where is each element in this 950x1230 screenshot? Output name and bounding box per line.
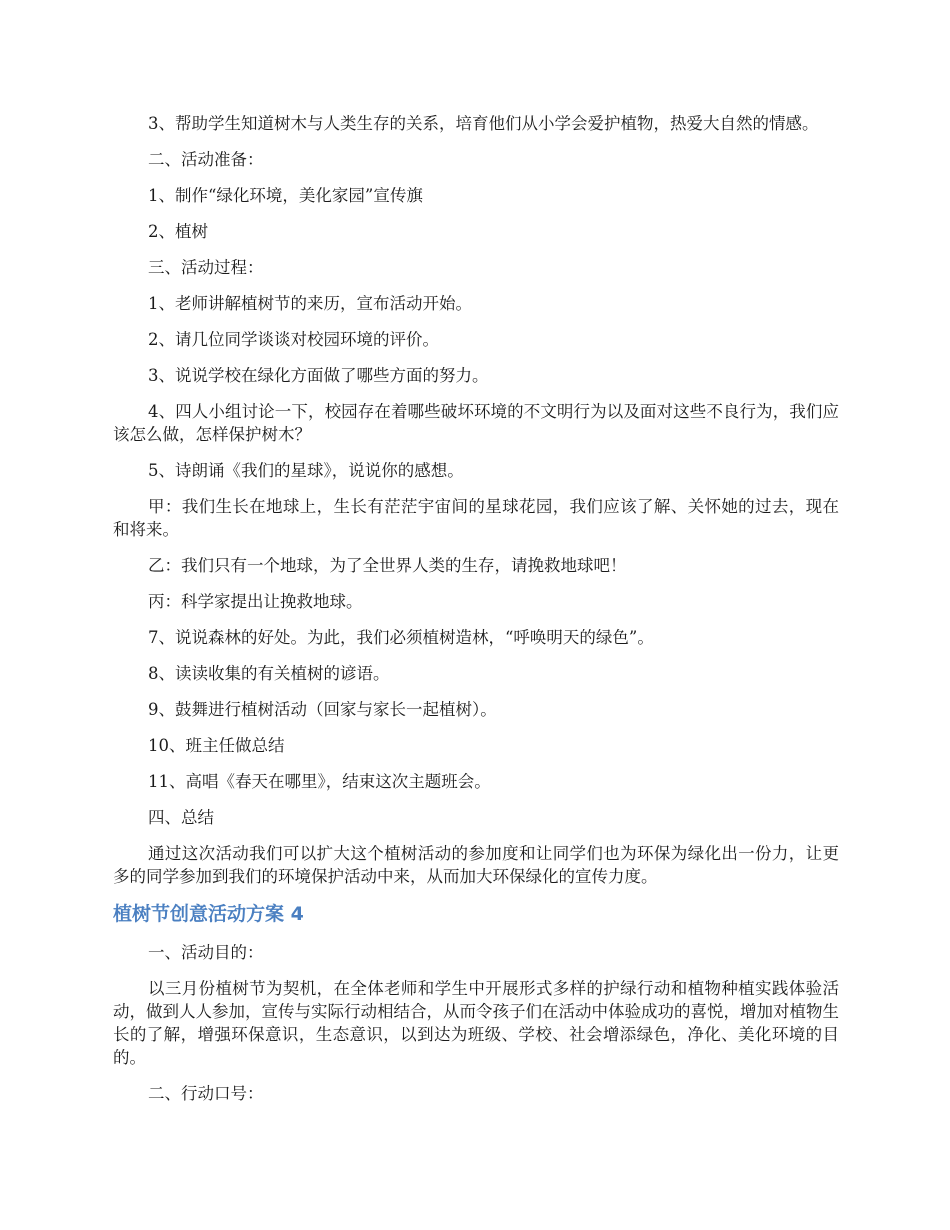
- list-item: 10、班主任做总结: [148, 736, 285, 755]
- paragraph: 通过这次活动我们可以扩大这个植树活动的参加度和让同学们也为环保为绿化出一份力，让更多的同学参加到我们的环境保护活动中来，从而加大环保绿化的宣传力度。: [113, 844, 839, 886]
- poem-line: 乙：我们只有一个地球，为了全世界人类的生存，请挽救地球吧！: [148, 556, 627, 575]
- list-item: 1、老师讲解植树节的来历，宣布活动开始。: [148, 294, 472, 313]
- poem-line: 甲：我们生长在地球上，生长有茫茫宇宙间的星球花园，我们应该了解、关怀她的过去，现在和将来。: [113, 497, 839, 539]
- section-label: 四、总结: [148, 808, 214, 827]
- list-item: 2、植树: [148, 222, 208, 241]
- list-item: 5、诗朗诵《我们的星球》，说说你的感想。: [148, 461, 464, 480]
- list-item: 7、说说森林的好处。为此，我们必须植树造林，“呼唤明天的绿色”。: [148, 628, 654, 647]
- list-item: 1、制作“绿化环境，美化家园”宣传旗: [148, 186, 423, 205]
- list-item: 2、请几位同学谈谈对校园环境的评价。: [148, 330, 439, 349]
- paragraph: 3、帮助学生知道树木与人类生存的关系，培育他们从小学会爱护植物，热爱大自然的情感。: [148, 114, 819, 133]
- section-label: 一、活动目的：: [148, 943, 264, 962]
- list-item: 4、四人小组讨论一下，校园存在着哪些破坏环境的不文明行为以及面对这些不良行为，我们应该怎么做，怎样保护树木？: [113, 402, 839, 444]
- poem-line: 丙：科学家提出让挽救地球。: [148, 592, 363, 611]
- section-heading: 植树节创意活动方案 4: [113, 903, 304, 925]
- list-item: 8、读读收集的有关植树的谚语。: [148, 664, 390, 683]
- list-item: 9、鼓舞进行植树活动（回家与家长一起植树）。: [148, 700, 497, 719]
- paragraph: 以三月份植树节为契机，在全体老师和学生中开展形式多样的护绿行动和植物种植实践体验活动，做到人人参加，宣传与实际行动相结合，从而令孩子们在活动中体验成功的喜悦，增加对植物生长的了解，增强环保意识，生态意识，以到达为班级、学校、社会增添绿色，净化、美化环境的目的。: [113, 979, 839, 1067]
- list-item: 11、高唱《春天在哪里》，结束这次主题班会。: [148, 772, 491, 791]
- section-label: 三、活动过程：: [148, 258, 264, 277]
- section-label: 二、活动准备：: [148, 150, 264, 169]
- list-item: 3、说说学校在绿化方面做了哪些方面的努力。: [148, 366, 489, 385]
- document-body: [113, 112, 839, 1118]
- section-label: 二、行动口号：: [148, 1084, 264, 1103]
